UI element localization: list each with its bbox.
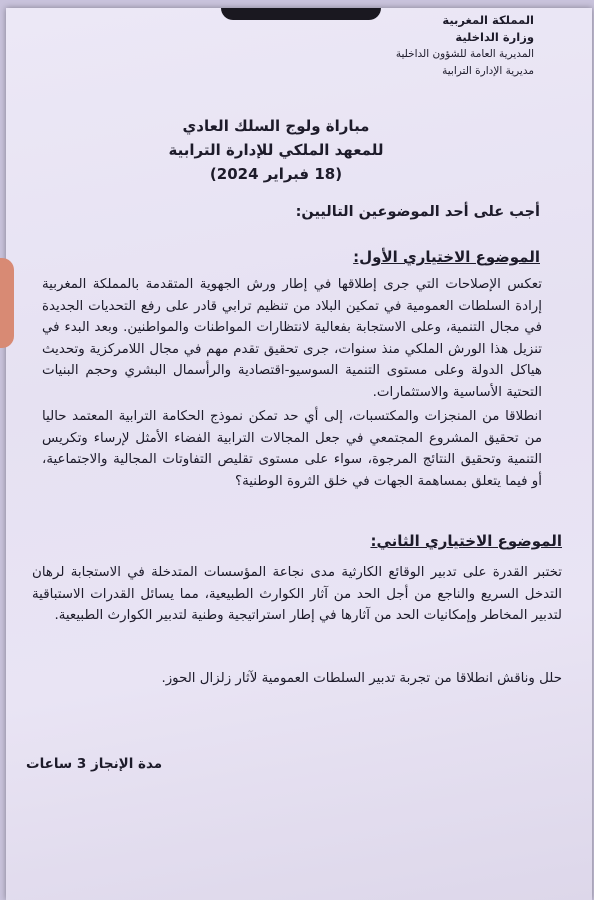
exam-duration: مدة الإنجاز 3 ساعات (26, 756, 163, 772)
topic2-heading: الموضوع الاختياري الثاني: (370, 532, 562, 550)
topic2-paragraph-2: حلل وناقش انطلاقا من تجربة تدبير السلطات العمومية لآثار زلزال الحوز. (161, 671, 562, 686)
ministry-header (304, 12, 534, 80)
exam-paper (6, 8, 592, 900)
header-line-2: وزارة الداخلية (455, 30, 534, 44)
title-line-3: (18 فبراير 2024) (209, 165, 343, 183)
topic1-paragraph-2: انطلاقا من المنجزات والمكتسبات، إلى أي حد تمكن نموذج الحكامة الترابية المعتمد حاليا من تحقيق المشروع المجتمعي في جعل المجالات الترابية الفضاء الأمثل لإرساء وتكريس التنمية وتحقيق النتائج المرجوة، سواء على مستوى تقليص التفاوتات المجالية والاجتماعية، أو فيما يتعلق بمساهمة الجهات في خلق الثروة الوطنية؟ (42, 409, 542, 489)
header-line-4: مديرية الإدارة الترابية (442, 65, 534, 77)
header-line-3: المديرية العامة للشؤون الداخلية (395, 48, 534, 60)
topic2-paragraph-1: تختبر القدرة على تدبير الوقائع الكارثية مدى نجاعة المؤسسات المتدخلة في الاستجابة لرهان التدخل السريع والناجع من أجل الحد من آثار الكوارث الطبيعية، مما يسائل القدرات الاستباقية لتدبير المخاطر وإمكانيات الحد من آثارها في إطار استراتيجية وطنية لتدبير الكوارث الطبيعية. (32, 565, 562, 623)
title-line-1: مباراة ولوج السلك العادي (182, 117, 370, 135)
exam-title (136, 114, 416, 186)
instruction-text: أجب على أحد الموضوعين التاليين: (295, 204, 540, 220)
title-line-2: للمعهد الملكي للإدارة الترابية (168, 141, 384, 159)
topic1-heading: الموضوع الاختياري الأول: (353, 248, 540, 266)
header-line-1: المملكة المغربية (442, 13, 534, 27)
finger-edge (0, 258, 14, 348)
topic1-paragraph-1: تعكس الإصلاحات التي جرى إطلاقها في إطار ورش الجهوية المتقدمة بالمملكة المغربية إرادة السلطات العمومية في تمكين البلاد من تنظيم ترابي قادر على رفع التحديات الجديدة في مجال التنمية، وعلى الاستجابة بفعالية لانتظارات المواطنات والمواطنين. وبعد البدء في تنزيل هذا الورش الملكي منذ سنوات، جرى تحقيق تقدم مهم في مجال اللامركزية وتحديث هياكل الدولة وعلى مستوى التنمية السوسيو-اقتصادية والرأسمال البشري وحجم البنيات التحتية الأساسية والاستثمارات. (42, 277, 542, 400)
